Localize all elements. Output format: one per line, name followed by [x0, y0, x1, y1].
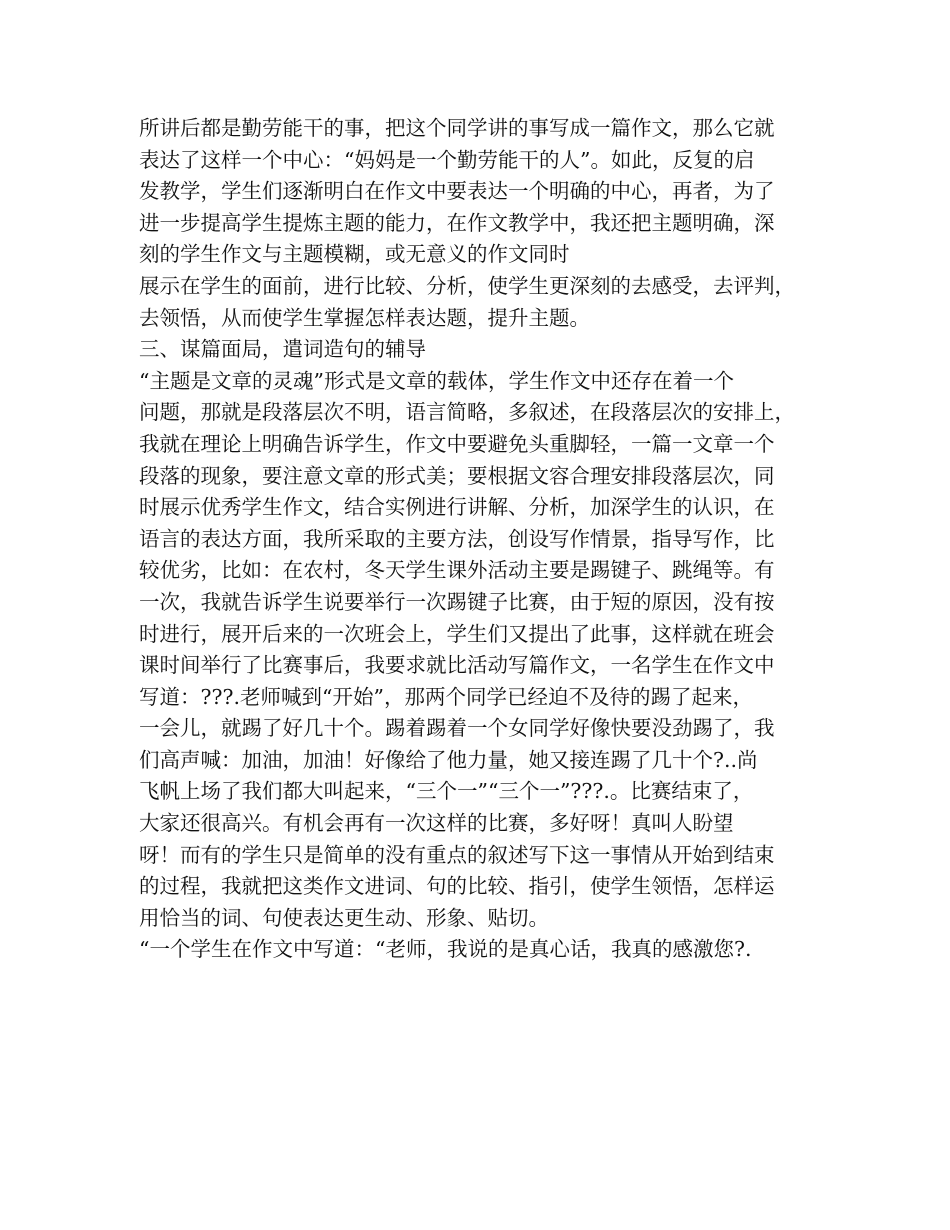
- text-line: “主题是文章的灵魂”形式是文章的载体，学生作文中还存在着一个: [139, 368, 734, 393]
- text-line: 一次，我就告诉学生说要举行一次踢键子比赛，由于短的原因，没有按: [139, 589, 775, 614]
- text-line: 们高声喊：加油，加油！好像给了他力量，她又接连踢了几十个?..尚: [139, 747, 758, 772]
- text-line: 时展示优秀学生作文，结合实例进行讲解、分析，加深学生的认识，在: [139, 495, 775, 520]
- text-line: 用恰当的词、句使表达更生动、形象、贴切。: [139, 905, 549, 930]
- text-line: 刻的学生作文与主题模糊，或无意义的作文同时: [139, 242, 570, 267]
- text-line: 所讲后都是勤劳能干的事，把这个同学讲的事写成一篇作文，那么它就: [139, 116, 775, 140]
- text-line: “一个学生在作文中写道：“老师，我说的是真心话，我真的感激您?.: [139, 937, 752, 962]
- text-line: 写道：???.老师喊到“开始”，那两个同学已经迫不及待的踢了起来，: [139, 684, 753, 709]
- text-line: 我就在理论上明确告诉学生，作文中要避免头重脚轻，一篇一文章一个: [139, 431, 775, 456]
- text-line: 一会儿，就踢了好几十个。踢着踢着一个女同学好像快要没劲踢了，我: [139, 716, 775, 741]
- text-line: 问题，那就是段落层次不明，语言简略，多叙述，在段落层次的安排上，: [139, 400, 795, 425]
- text-line: 呀！而有的学生只是简单的没有重点的叙述写下这一事情从开始到结束: [139, 842, 775, 867]
- text-line: 语言的表达方面，我所采取的主要方法，创设写作情景，指导写作，比: [139, 526, 775, 551]
- text-line: 发教学，学生们逐渐明白在作文中要表达一个明确的中心，再者，为了: [139, 179, 775, 204]
- text-line: 的过程，我就把这类作文进词、句的比较、指引，使学生领悟，怎样运: [139, 874, 775, 899]
- text-line: 去领悟，从而使学生掌握怎样表达题，提升主题。: [139, 305, 590, 330]
- section-heading: 三、谋篇面局，遣词造句的辅导: [139, 337, 426, 362]
- text-line: 飞帆上场了我们都大叫起来，“三个一”“三个一”???.。比赛结束了，: [139, 779, 754, 804]
- text-line: 段落的现象，要注意文章的形式美；要根据文容合理安排段落层次，同: [139, 463, 775, 488]
- text-line: 进一步提高学生提炼主题的能力，在作文教学中，我还把主题明确，深: [139, 210, 775, 235]
- text-line: 课时间举行了比赛事后，我要求就比活动写篇作文，一名学生在作文中: [139, 653, 775, 678]
- text-line: 展示在学生的面前，进行比较、分析，使学生更深刻的去感受，去评判，: [139, 273, 795, 298]
- body-text: [139, 113, 839, 966]
- text-line: 较优劣，比如：在农村，冬天学生课外活动主要是踢键子、跳绳等。有: [139, 558, 775, 583]
- text-line: 大家还很高兴。有机会再有一次这样的比赛，多好呀！真叫人盼望: [139, 811, 734, 836]
- text-line: 时进行，展开后来的一次班会上，学生们又提出了此事，这样就在班会: [139, 621, 775, 646]
- text-line: 表达了这样一个中心：“妈妈是一个勤劳能干的人”。如此，反复的启: [139, 147, 755, 172]
